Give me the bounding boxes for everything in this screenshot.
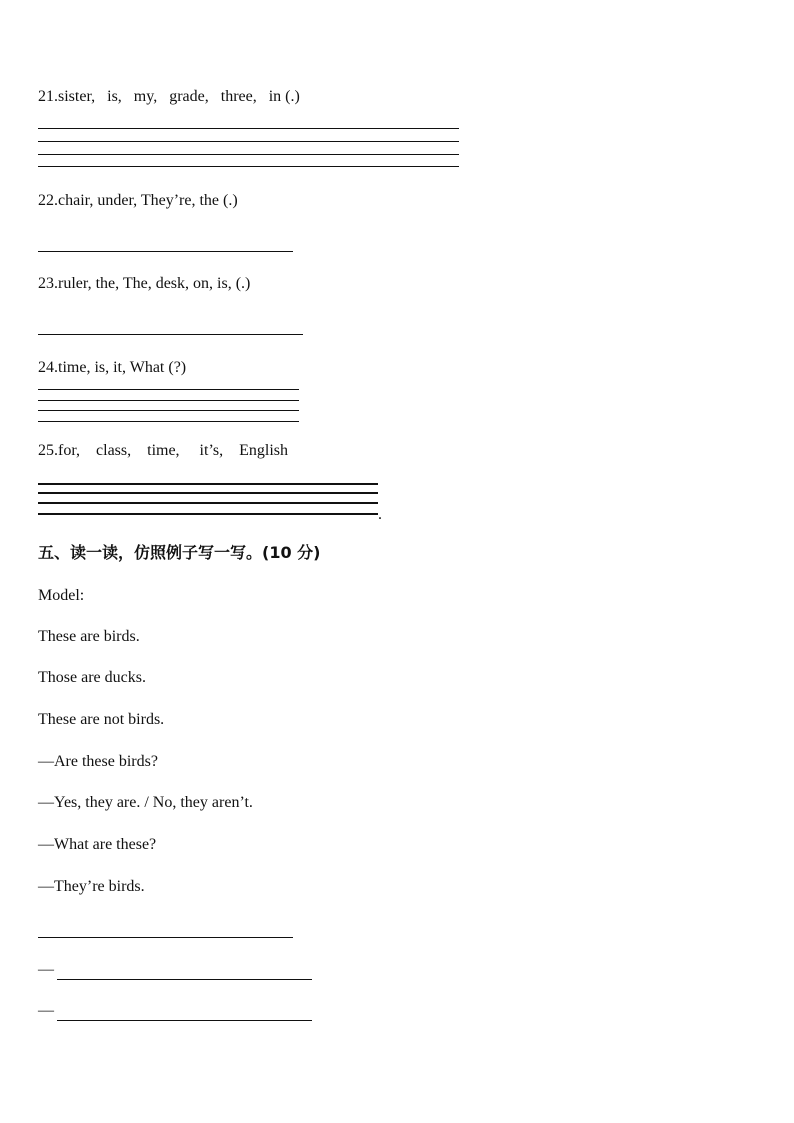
- model-line: —They’re birds.: [38, 878, 145, 895]
- answer-line[interactable]: [38, 128, 459, 129]
- answer-line[interactable]: [38, 502, 378, 504]
- answer-line[interactable]: [38, 251, 293, 252]
- answer-line[interactable]: [38, 492, 378, 494]
- question-24: 24.time, is, it, What (?): [38, 359, 187, 376]
- model-line: These are not birds.: [38, 711, 165, 728]
- answer-dash: —: [38, 1002, 54, 1019]
- answer-line[interactable]: [38, 483, 378, 485]
- answer-line[interactable]: [38, 400, 299, 401]
- answer-line[interactable]: [38, 334, 303, 335]
- question-25-period: .: [378, 506, 382, 523]
- question-21: [38, 87, 300, 107]
- model-line: —Yes, they are. / No, they aren’t.: [38, 794, 253, 811]
- answer-line[interactable]: [38, 166, 459, 167]
- answer-line[interactable]: [57, 1020, 312, 1021]
- model-line: —Are these birds?: [38, 753, 158, 770]
- answer-line[interactable]: [57, 979, 312, 980]
- question-23: 23.ruler, the, The, desk, on, is, (.): [38, 275, 251, 292]
- answer-line[interactable]: [38, 421, 299, 422]
- answer-line[interactable]: [38, 389, 299, 390]
- model-line: —What are these?: [38, 836, 157, 853]
- answer-line[interactable]: [38, 937, 293, 938]
- section-heading: 五、读一读，仿照例子写一写。(10 分): [38, 543, 321, 562]
- model-label: Model:: [38, 587, 85, 604]
- answer-line[interactable]: [38, 154, 459, 155]
- question-number: 21.: [38, 88, 58, 105]
- model-line: These are birds.: [38, 628, 140, 645]
- model-line: Those are ducks.: [38, 669, 146, 686]
- answer-line[interactable]: [38, 513, 378, 515]
- question-22: 22.chair, under, They’re, the (.): [38, 192, 238, 209]
- answer-dash: —: [38, 961, 54, 978]
- answer-line[interactable]: [38, 141, 459, 142]
- answer-line[interactable]: [38, 410, 299, 411]
- question-25: 25.for, class, time, it’s, English: [38, 442, 289, 459]
- question-words: sister, is, my, grade, three, in (.): [58, 88, 300, 105]
